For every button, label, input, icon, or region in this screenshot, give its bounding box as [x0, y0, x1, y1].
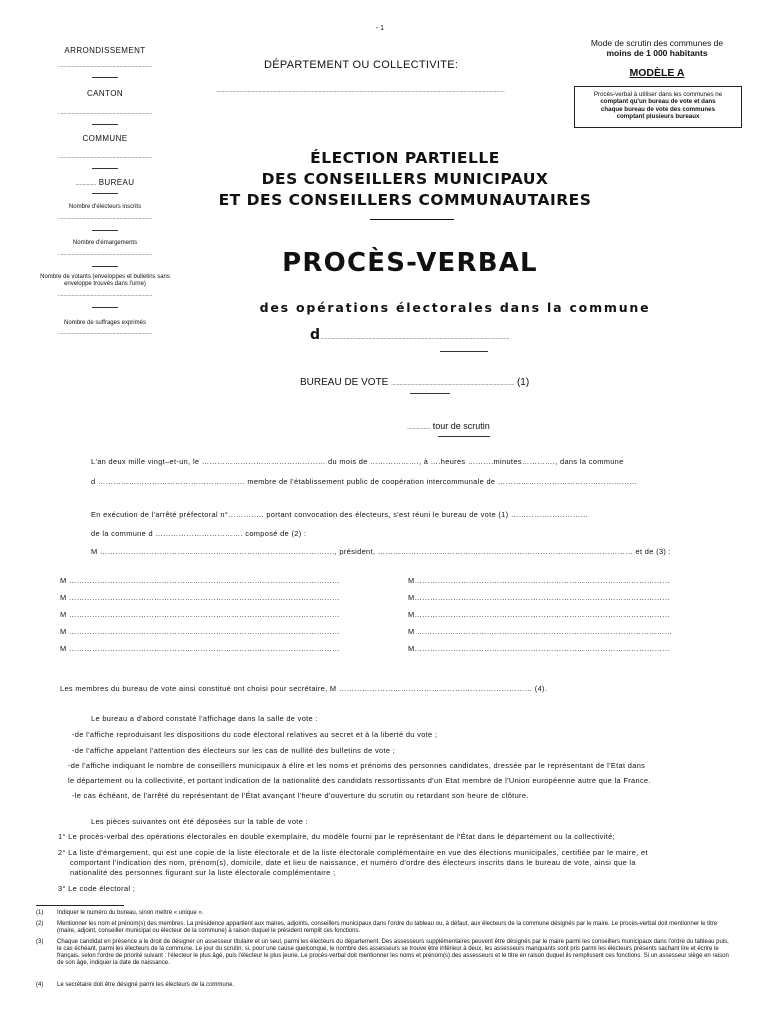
bureau-field[interactable]: ............... — [75, 181, 97, 187]
divider — [92, 266, 118, 267]
footnote-number: (3) — [36, 939, 44, 945]
suffrages-field[interactable]: ..................................................................... — [57, 330, 153, 336]
divider — [92, 230, 118, 231]
usage-box-line3: chaque bureau de vote des communes — [600, 105, 716, 113]
divider — [92, 77, 118, 78]
affichage-intro: Le bureau a d'abord constaté l'affichage dans la salle de vote : — [91, 714, 318, 723]
affichage-item: -de l'affiche indiquant le nombre de conseillers municipaux à élire et les noms et prénoms des personnes candidates, dressée par le représentant de l'Etat dans — [68, 761, 646, 770]
footnote-text: Le secrétaire doit être désigné parmi les électeurs de la commune. — [57, 982, 235, 988]
arrondissement-field[interactable]: ..................................................................... — [57, 63, 153, 69]
piece-item: 3° Le code électoral ; — [58, 884, 136, 893]
pieces-intro: Les pièces suivantes ont été déposées sur la table de vote : — [91, 817, 308, 826]
assessor-field[interactable]: M……………………………………………………………………………………… — [408, 593, 670, 602]
assessor-field[interactable]: M …………………………………………………………………………………………… — [60, 644, 340, 653]
suffrages-label: Nombre de suffrages exprimés — [64, 320, 146, 326]
assessor-field[interactable]: M …………………………………………………………………………………………… — [60, 610, 340, 619]
composition-line[interactable]: de la commune d ……………………………. composé de (2) : — [91, 529, 307, 538]
tour-line — [407, 421, 490, 431]
bureau-vote-label: BUREAU DE VOTE — [300, 377, 389, 388]
footnote-number: (4) — [36, 982, 44, 988]
footnote-text: Mentionner les nom et prénom(s) des membres. La présidence appartient aux maires, adjoints, conseillers municipaux dans l'ordre du tableau ou, à défaut, aux électeurs de la commune désignés par le maire. Le procès-verbal doit mentionner le titre (maire, adjoint, conseiller municipal ou électeur de la commune) à raison duquel le président remplit ces fonctions. — [57, 921, 718, 934]
inscrits-label: Nombre d'électeurs inscrits — [68, 204, 142, 210]
assessor-field[interactable]: M …………………………………………………………………………………………… — [60, 593, 340, 602]
footnote-number: (1) — [36, 910, 44, 916]
assessor-field[interactable]: M ……………………………………………………………………………………… — [408, 627, 673, 636]
votants-label: Nombre de votants (enveloppes et bulletins sans enveloppe trouvés dans l'urne) — [40, 274, 170, 287]
president-line[interactable]: M ………………………………………………………………………………., président, ……………………………………………………………………………………… et de (3) : — [91, 547, 672, 556]
footnote — [0, 921, 770, 939]
tour-field[interactable]: ................. — [407, 425, 431, 431]
affichage-item: -le cas échéant, de l'arrêté du représentant de l'État avançant l'heure d'ouverture du scrutin ou retardant son heure de clôture. — [72, 791, 529, 800]
election-title-line1: ÉLECTION PARTIELLE — [310, 149, 500, 167]
usage-box-line1: Procès-verbal à utiliser dans les communes ne — [593, 91, 723, 98]
divider — [440, 351, 488, 352]
commune-field[interactable]: ..................................................................... — [57, 154, 153, 160]
assessor-field[interactable]: M……………………………………………………………………………………… — [408, 644, 670, 653]
divider — [92, 307, 118, 308]
departement-field[interactable]: ................................................................................................................................................................................................................... — [216, 88, 505, 94]
assessors-right — [408, 572, 672, 657]
affichage-item-cont: le département ou la collectivité, et portant indication de la nationalité des candidats ressortissants d'un Etat membre de l'Union européenne autre que la France. — [68, 776, 651, 785]
arrondissement-label: ARRONDISSEMENT — [64, 46, 146, 55]
footnote — [0, 982, 770, 992]
divider — [438, 436, 490, 437]
bureau-vote-ref: (1) — [516, 377, 530, 388]
emargements-label: Nombre d'émargements — [72, 240, 138, 246]
commune-label: COMMUNE — [82, 134, 128, 143]
epci-line[interactable]: d ………………………………………………… membre de l'établissement public de coopération intercommunale de ……………………………………………… — [91, 477, 638, 486]
assessors-left — [60, 572, 340, 657]
title-underline — [370, 219, 454, 220]
footnote — [0, 939, 770, 981]
footnote-separator — [36, 905, 124, 906]
assessor-field[interactable]: M …………………………………………………………………………………………… — [60, 576, 340, 585]
d-letter: d — [310, 327, 321, 343]
sidebar — [30, 46, 180, 336]
assessor-field[interactable]: M……………………………………………………………………………………… — [408, 610, 670, 619]
proces-verbal-title: PROCÈS-VERBAL — [282, 248, 538, 278]
bureau-vote-line — [300, 377, 529, 388]
model-label: MODÈLE A — [629, 67, 685, 79]
piece-item: 2° La liste d'émargement, qui est une copie de la liste électorale et de la liste électorale complémentaire en vue des élections municipales, certifiée par le maire, et — [58, 848, 648, 857]
assessor-field[interactable]: M……………………………………………………………………………………… — [408, 576, 670, 585]
usage-box-line2: comptant qu'un bureau de vote et dans — [600, 98, 716, 106]
scrutin-mode-line1: Mode de scrutin des communes de — [590, 38, 724, 48]
divider — [92, 193, 118, 194]
canton-field[interactable]: ..................................................................... — [57, 110, 153, 116]
footnote — [0, 910, 770, 920]
affichage-item: -de l'affiche reproduisant les dispositions du code électoral relatives au secret et à la liberté du vote ; — [72, 730, 438, 739]
inscrits-field[interactable]: ..................................................................... — [57, 215, 153, 221]
assessor-field[interactable]: M …………………………………………………………………………………………… — [60, 627, 340, 636]
piece-item: 1° Le procès-verbal des opérations électorales en double exemplaire, du modèle fourni par le représentant de l'État dans le département ou la collectivité; — [58, 832, 615, 841]
piece-item-cont: nationalité des personnes figurant sur la liste électorale complémentaire ; — [70, 868, 336, 877]
usage-box-line4: comptant plusieurs bureaux — [616, 113, 700, 121]
divider — [410, 393, 450, 394]
usage-box — [574, 86, 742, 128]
commune-name-field[interactable]: .......................................................................................................................................... — [320, 335, 510, 341]
commune-name-line — [310, 326, 509, 344]
footnote-text: Chaque candidat en présence a le droit de désigner un assesseur titulaire et un seul, parmi les électeurs du département. Des assesseurs supplémentaires peuvent être désignés par le maire parmi les conseillers municipaux dans l'ordre du tableau puis, le cas échéant, parmi les électeurs de la commune. Le jour du scrutin, si, pour une cause quelconque, le nombre des assesseurs se trouve être inférieur à deux, les assesseurs manquants sont pris parmi les électeurs présents sachant lire et écrire le français, selon l'ordre de priorité suivant : l'électeur le plus âgé, puis l'électeur le plus jeune. Le procès-verbal doit mentionner les noms et prénom(s) des assesseurs et le titre en raison duquel ils remplissent ces fonctions. Si un assesseur siège en raison de son âge, indiquer la date de naissance. — [57, 939, 729, 966]
date-line[interactable]: L'an deux mille vingt–et-un, le ………………………………………… du mois de ………………., à ….heures ……….minutes…………., dans la commune — [91, 457, 624, 466]
piece-item-cont: comportant l'indication des nom, prénom(s), domicile, date et lieu de naissance, et numéro d'ordre des électeurs inscrits dans le bureau de vote, ainsi que la — [70, 858, 636, 867]
divider — [92, 168, 118, 169]
footnote-number: (2) — [36, 921, 44, 927]
divider — [92, 124, 118, 125]
operations-subtitle: des opérations électorales dans la commune — [259, 300, 651, 315]
election-title-line3: ET DES CONSEILLERS COMMUNAUTAIRES — [218, 191, 592, 209]
departement-label: DÉPARTEMENT OU COLLECTIVITE: — [264, 59, 459, 71]
affichage-item: -de l'affiche appelant l'attention des électeurs sur les cas de nullité des bulletins de vote ; — [72, 746, 396, 755]
scrutin-mode — [566, 38, 748, 79]
election-title — [205, 148, 605, 211]
tour-label: tour de scrutin — [432, 421, 490, 431]
footnote-text: Indiquer le numéro du bureau, sinon mettre « unique ». — [57, 910, 204, 916]
arrete-line[interactable]: En exécution de l'arrêté préfectoral n°………….. portant convocation des électeurs, s'est réuni le bureau de vote (1) ………………………… — [91, 510, 589, 519]
bureau-label: ............... BUREAU — [75, 178, 135, 187]
scrutin-mode-line2: moins de 1 000 habitants — [606, 48, 708, 58]
secretary-line[interactable]: Les membres du bureau de vote ainsi constitué ont choisi pour secrétaire, M ………………………………………………………………… (4). — [60, 684, 548, 693]
bureau-vote-field[interactable]: .......................................................................................... — [391, 381, 515, 387]
emargements-field[interactable]: ..................................................................... — [57, 251, 153, 257]
votants-field[interactable]: ..................................................................... — [57, 292, 153, 298]
canton-label: CANTON — [86, 89, 124, 98]
page-number: - 1 — [375, 25, 385, 32]
election-title-line2: DES CONSEILLERS MUNICIPAUX — [261, 170, 549, 188]
